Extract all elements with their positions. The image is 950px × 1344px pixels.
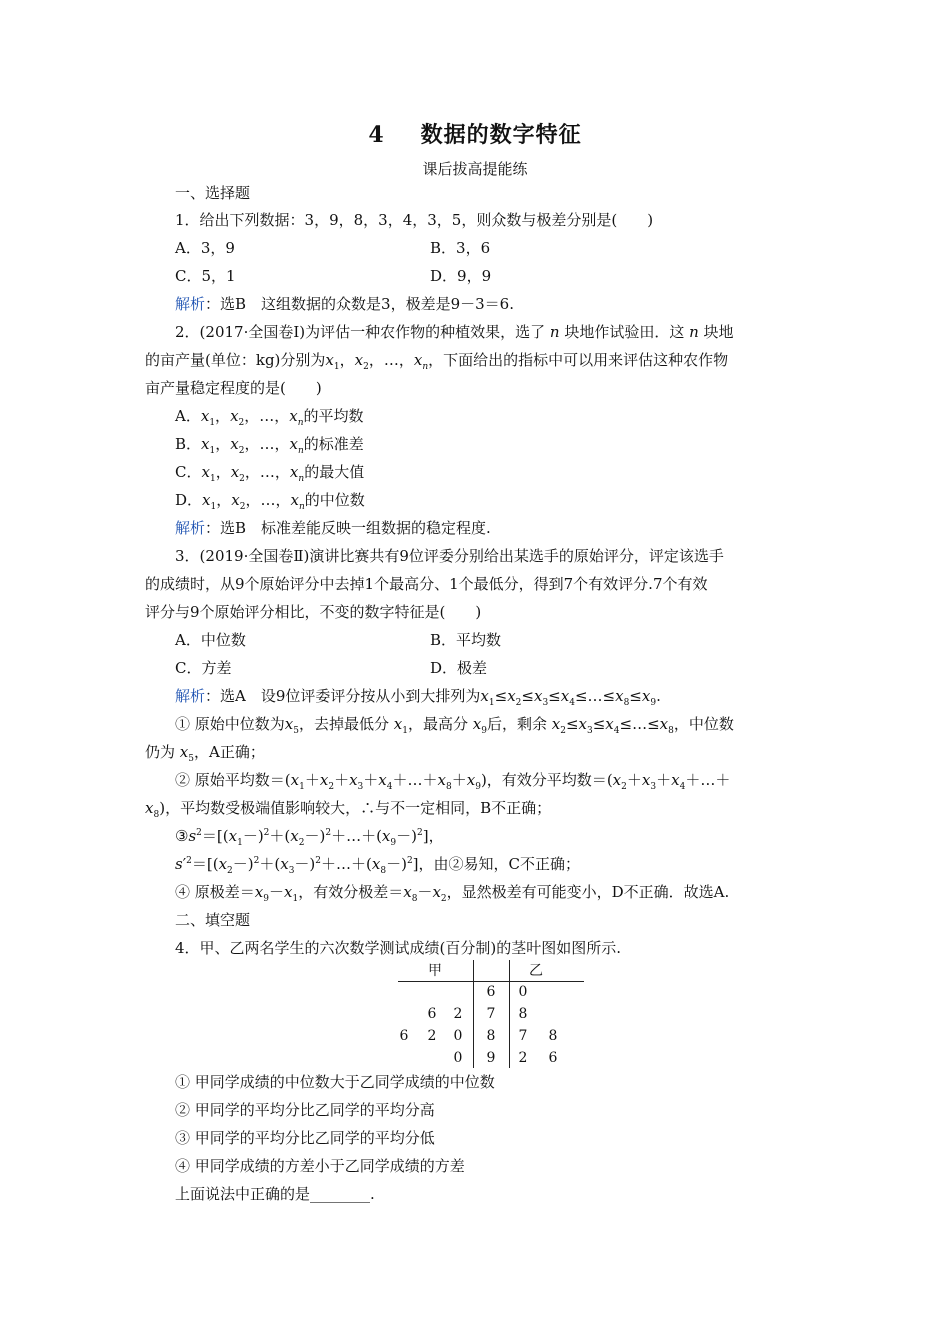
q3-reason-2b: $x_8$)，平均数受极端值影响较大，∴与不一定相同，B不正确； [145,799,552,820]
stem-header-left: 甲 [428,963,442,979]
q2-option-a: A．$x_1$，$x_2$，…，$x_n$的平均数 [175,407,364,428]
q2-option-b-text: 的标准差 [303,435,364,453]
q3-r2-a: ② 原始平均数＝ [175,771,285,789]
leaf-left: 0 [453,1028,463,1044]
q3-r5-b: ，有效分极差＝ [298,883,404,901]
q3-reason-3b: $s'^2=[(x_2-)^2+(x_3-)^2+\dots+(x_8-)^2]$，由②易知，C不正确； [175,855,581,876]
analysis-label: 解析 [175,687,206,705]
q3-reason-4: ④ 原极差$=x_9-x_1$，有效分极差$=x_8-x_2$，显然极差有可能变小，D不正确．故选A. [175,883,730,904]
leaf-right: 2 [518,1050,528,1066]
stem-value: 6 [486,984,496,1000]
q4-statement-4: ④ 甲同学成绩的方差小于乙同学成绩的方差 [175,1157,465,1175]
q3-r1-f: 仍为 [145,743,176,761]
analysis-text: ：选B 标准差能反映一组数据的稳定程度. [205,519,491,537]
title-number: 4 [368,122,385,148]
q3-reason-3: $③s^2=[(x_1-)^2+(x_2-)^2+\dots+(x_9-)^2]$， [175,827,444,848]
q3-r4: ，由②易知，C不正确； [418,855,581,873]
q2-text-c: 块地 [703,323,734,341]
q1-option-d: D．9，9 [430,267,492,285]
q4-statement-2: ② 甲同学的平均分比乙同学的平均分高 [175,1101,435,1119]
q4-stem: 4．甲、乙两名学生的六次数学测试成绩(百分制)的茎叶图如图所示. [175,939,622,957]
q3-r2-c: ，平均数受极端值影响较大，∴与不一定相同，B不正确； [165,799,552,817]
q2-option-c-text: 的最大值 [304,463,365,481]
q2-analysis [175,518,491,538]
section-heading-choice: 一、选择题 [175,184,251,202]
q3-option-a: A．中位数 [175,631,246,649]
q3-r5-c: ，显然极差有可能变小，D不正确．故选A. [446,883,730,901]
q1-option-b: B．3，6 [430,239,491,257]
q3-line-3: 评分与9个原始评分相比，不变的数字特征是( ) [145,603,482,621]
stem-divider-right [509,960,510,1068]
analysis-label: 解析 [175,295,206,313]
q4-statement-1: ① 甲同学成绩的中位数大于乙同学成绩的中位数 [175,1073,495,1091]
stem-value: 8 [486,1028,496,1044]
q3-r1-c: ，最高分 [407,715,468,733]
q3-r5-a: ④ 原极差＝ [175,883,255,901]
q2-text-b: 块地作试验田．这 [564,323,685,341]
leaf-left: 2 [453,1006,463,1022]
leaf-left: 2 [427,1028,437,1044]
stem-value: 7 [486,1006,496,1022]
leaf-right: 0 [518,984,528,1000]
q2-option-a-text: 的平均数 [303,407,364,425]
q3-r3: ③ [175,827,189,845]
q3-option-c: C．方差 [175,659,232,677]
q3-r1-e: ，中位数 [673,715,734,733]
q3-analysis: 解析：选A 设9位评委评分按从小到大排列为$x_1\le x_2\le x_3\le x_4\le\dots\le x_8\le x_9$. [175,687,661,708]
q2-line-2: 的亩产量(单位：kg)分别为$x_1$，$x_2$，…，$x_n$，下面给出的指标中可以用来评估这种农作物 [145,351,729,372]
q4-question: 上面说法中正确的是________. [175,1185,375,1203]
q4-statement-3: ③ 甲同学的平均分比乙同学的平均分低 [175,1129,435,1147]
stem-value: 9 [486,1050,496,1066]
q3-r1-g: ，A正确； [193,743,265,761]
q2-option-d-text: 的中位数 [304,491,365,509]
page-subtitle: 课后拔高提能练 [422,160,528,178]
q2-option-d: D．$x_1$，$x_2$，…，$x_n$的中位数 [175,491,365,512]
leaf-right: 8 [548,1028,558,1044]
stem-divider-left [473,960,474,1068]
q3-line-1: 3．(2019·全国卷Ⅱ)演讲比赛共有9位评委分别给出某选手的原始评分，评定该选手 [175,547,724,565]
q2-text-a: 2．(2017·全国卷Ⅰ)为评估一种农作物的种植效果，选了 [175,323,546,341]
q3-reason-1b: 仍为 $x_5$，A正确； [145,743,265,764]
q1-option-c: C．5，1 [175,267,236,285]
leaf-left: 6 [427,1006,437,1022]
leaf-right: 7 [518,1028,528,1044]
analysis-label: 解析 [175,519,206,537]
q3-r1-d: 后，剩余 [486,715,547,733]
q3-option-d: D．极差 [430,659,488,677]
q3-reason-1: ① 原始中位数为$x_5$，去掉最低分 $x_1$，最高分 $x_9$后，剩余 $x_2\le x_3\le x_4\le\dots\le x_8$，中位数 [175,715,734,736]
leaf-left: 0 [453,1050,463,1066]
q2-option-c: C．$x_1$，$x_2$，…，$x_n$的最大值 [175,463,365,484]
q3-r2-b: ，有效分平均数＝ [486,771,607,789]
section-heading-fill: 二、填空题 [175,911,251,929]
q1-option-a: A．3，9 [175,239,235,257]
stem-header-right: 乙 [529,963,543,979]
q1-analysis [175,294,514,314]
q1-stem: 1．给出下列数据：3，9，8，3，4，3，5，则众数与极差分别是( ) [175,211,654,229]
q2-option-b: B．$x_1$，$x_2$，…，$x_n$的标准差 [175,435,364,456]
q2-line-3: 亩产量稳定程度的是( ) [145,379,322,397]
q3-option-b: B．平均数 [430,631,502,649]
q2-line-1: 2．(2017·全国卷Ⅰ)为评估一种农作物的种植效果，选了 n 块地作试验田．这 n 块地 [175,323,734,341]
q2-text-d: 的亩产量(单位：kg)分别为 [145,351,326,369]
q2-text-e: ，下面给出的指标中可以用来评估这种农作物 [428,351,729,369]
analysis-text: ：选A 设9位评委评分按从小到大排列为 [205,687,481,705]
q3-r1-b: ，去掉最低分 [298,715,389,733]
title-text: 数据的数字特征 [420,122,582,148]
leaf-left: 6 [399,1028,409,1044]
leaf-right: 6 [548,1050,558,1066]
stem-header-rule [398,981,584,982]
q3-line-2: 的成绩时，从9个原始评分中去掉1个最高分、1个最低分，得到7个有效评分.7个有效 [145,575,708,593]
leaf-right: 8 [518,1006,528,1022]
stem-leaf-plot [398,960,584,1070]
q3-r1-a: ① 原始中位数为 [175,715,285,733]
analysis-text: ：选B 这组数据的众数是3，极差是9－3＝6. [205,295,514,313]
q3-reason-2: ② 原始平均数$=(x_1+x_2+x_3+x_4+\dots+x_8+x_9)$，有效分平均数$=(x_2+x_3+x_4+\dots+$ [175,771,731,792]
page-title [0,118,950,149]
